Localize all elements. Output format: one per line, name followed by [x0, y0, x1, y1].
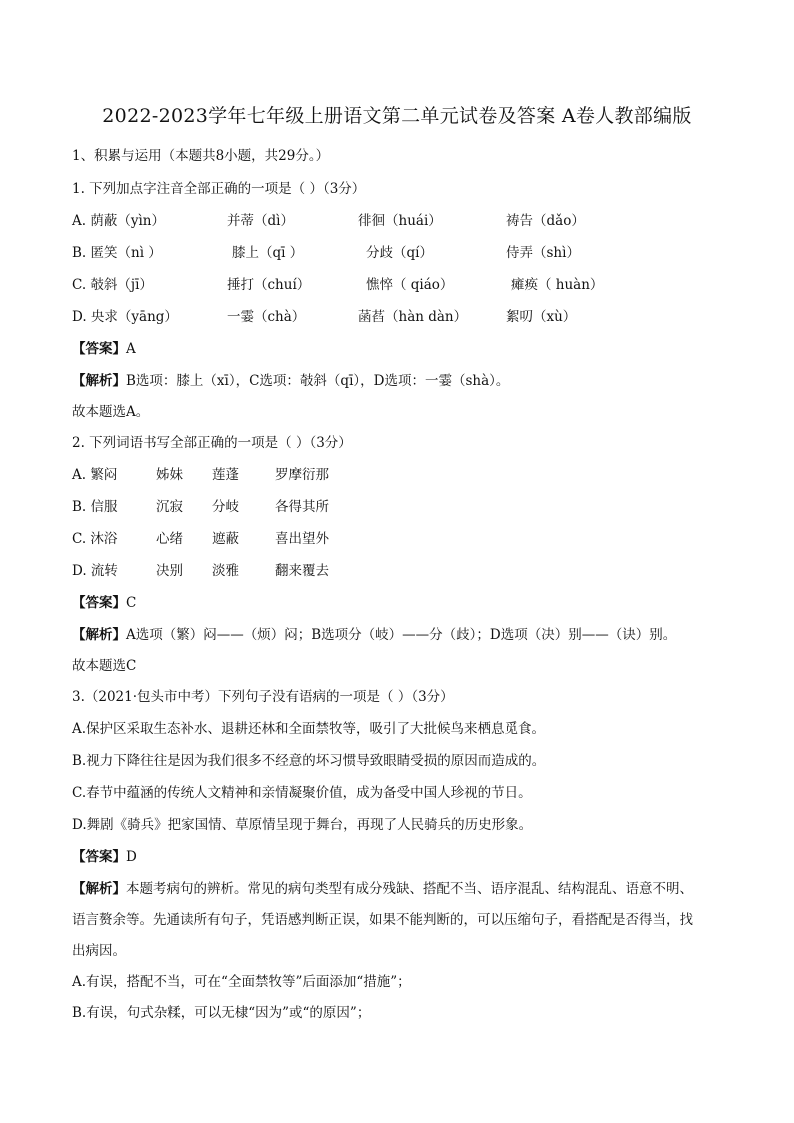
q1-option-b-2: 膝上（qī ）: [232, 245, 304, 261]
q1-option-d-2: 一霎（chà）: [227, 309, 306, 325]
q2-option-b-4: 各得其所: [275, 499, 329, 515]
q2-conclusion: 故本题选C: [72, 658, 137, 674]
q2-option-b-3: 分岐: [212, 499, 239, 515]
q1-option-b-1: B. 匿笑（nì ）: [72, 245, 162, 261]
q1-option-c-2: 捶打（chuí）: [227, 277, 311, 293]
q1-option-c-1: C. 攲斜（jī）: [72, 277, 153, 293]
analysis-tag: 【解析】: [72, 881, 126, 897]
q1-option-a-4: 祷告（dǎo）: [506, 213, 585, 229]
document-title: 2022-2023学年七年级上册语文第二单元试卷及答案 A卷人教部编版: [102, 105, 692, 127]
q1-option-a-1: A. 荫蔽（yìn）: [72, 213, 165, 229]
q1-option-d-4: 絮叨（xù）: [506, 309, 577, 325]
q1-conclusion: 故本题选A。: [72, 404, 150, 420]
q2-option-d-1: D. 流转: [72, 563, 118, 579]
section-heading: 1、积累与运用（本题共8小题，共29分。）: [72, 148, 330, 164]
q1-answer: [72, 343, 136, 357]
q3-option-d: D.舞剧《骑兵》把家国情、草原情呈现于舞台，再现了人民骑兵的历史形象。: [72, 817, 533, 833]
answer-tag: 【答案】: [72, 595, 126, 611]
q2-option-d-2: 决别: [156, 563, 183, 579]
q3-note-a: A.有误，搭配不当，可在“全面禁牧等”后面添加“措施”；: [72, 974, 411, 990]
analysis-text: A选项（繁）闷——（烦）闷；B选项分（岐）——分（歧）；D选项（决）别——（诀）别。: [126, 627, 677, 643]
q2-option-a-2: 姊妹: [156, 467, 183, 483]
q1-option-b-3: 分歧（qí）: [366, 245, 433, 261]
q2-option-a-3: 莲蓬: [212, 467, 239, 483]
q2-option-a-4: 罗摩衍那: [275, 467, 329, 483]
q2-option-c-2: 心绪: [156, 531, 183, 547]
answer-value: C: [126, 595, 137, 611]
q3-option-a: A.保护区采取生态补水、退耕还林和全面禁牧等，吸引了大批候鸟来栖息觅食。: [72, 721, 546, 737]
q1-analysis: [72, 375, 509, 389]
q1-option-d-1: D. 央求（yāng）: [72, 309, 178, 325]
q2-option-c-1: C. 沐浴: [72, 531, 118, 547]
q3-analysis-line-3: 出病因。: [72, 943, 126, 959]
question-2-stem: 2. 下列词语书写全部正确的一项是（ ）（3分）: [72, 435, 352, 451]
q2-option-a-1: A. 繁闷: [72, 467, 118, 483]
q2-analysis: [72, 629, 676, 643]
analysis-tag: 【解析】: [72, 373, 126, 389]
answer-tag: 【答案】: [72, 341, 126, 357]
analysis-text: B选项：膝上（xī），C选项：攲斜（qī），D选项：一霎（shà）。: [126, 373, 510, 389]
q2-option-c-4: 喜出望外: [275, 531, 329, 547]
q2-option-b-1: B. 信服: [72, 499, 118, 515]
answer-tag: 【答案】: [72, 849, 126, 865]
q3-option-b: B.视力下降往往是因为我们很多不经意的坏习惯导致眼睛受损的原因而造成的。: [72, 753, 546, 769]
q3-note-b: B.有误，句式杂糅，可以无棣“因为”或“的原因”；: [72, 1005, 371, 1021]
q2-answer: [72, 597, 136, 611]
analysis-tag: 【解析】: [72, 627, 126, 643]
q1-option-b-4: 侍弄（shì）: [506, 245, 580, 261]
q2-option-c-3: 遮蔽: [212, 531, 239, 547]
q2-option-d-3: 淡雅: [212, 563, 239, 579]
answer-value: A: [126, 341, 136, 357]
q3-analysis: [72, 883, 693, 897]
question-3-stem: 3.（2021·包头市中考）下列句子没有语病的一项是（ ）（3分）: [72, 689, 454, 705]
q3-answer: [72, 851, 137, 865]
q2-option-d-4: 翻来覆去: [275, 563, 329, 579]
q1-option-c-3: 憔悴（ qiáo）: [366, 277, 454, 293]
q1-option-a-3: 徘徊（huái）: [358, 213, 442, 229]
q1-option-a-2: 并蒂（dì）: [227, 213, 294, 229]
q3-option-c: C.春节中蕴涵的传统人文精神和亲情凝聚价值，成为备受中国人珍视的节日。: [72, 785, 532, 801]
q1-option-d-3: 菡萏（hàn dàn）: [358, 309, 468, 325]
analysis-text: 本题考病句的辨析。常见的病句类型有成分残缺、搭配不当、语序混乱、结构混乱、语意不明、: [126, 881, 693, 897]
q3-analysis-line-2: 语言赘余等。先通读所有句子，凭语感判断正误，如果不能判断的，可以压缩句子，看搭配是否得当，找: [72, 912, 693, 928]
q2-option-b-2: 沉寂: [156, 499, 183, 515]
q1-option-c-4: 瘫痪（ huàn）: [511, 277, 604, 293]
question-1-stem: 1. 下列加点字注音全部正确的一项是（ ）（3分）: [72, 181, 366, 197]
answer-value: D: [126, 849, 137, 865]
